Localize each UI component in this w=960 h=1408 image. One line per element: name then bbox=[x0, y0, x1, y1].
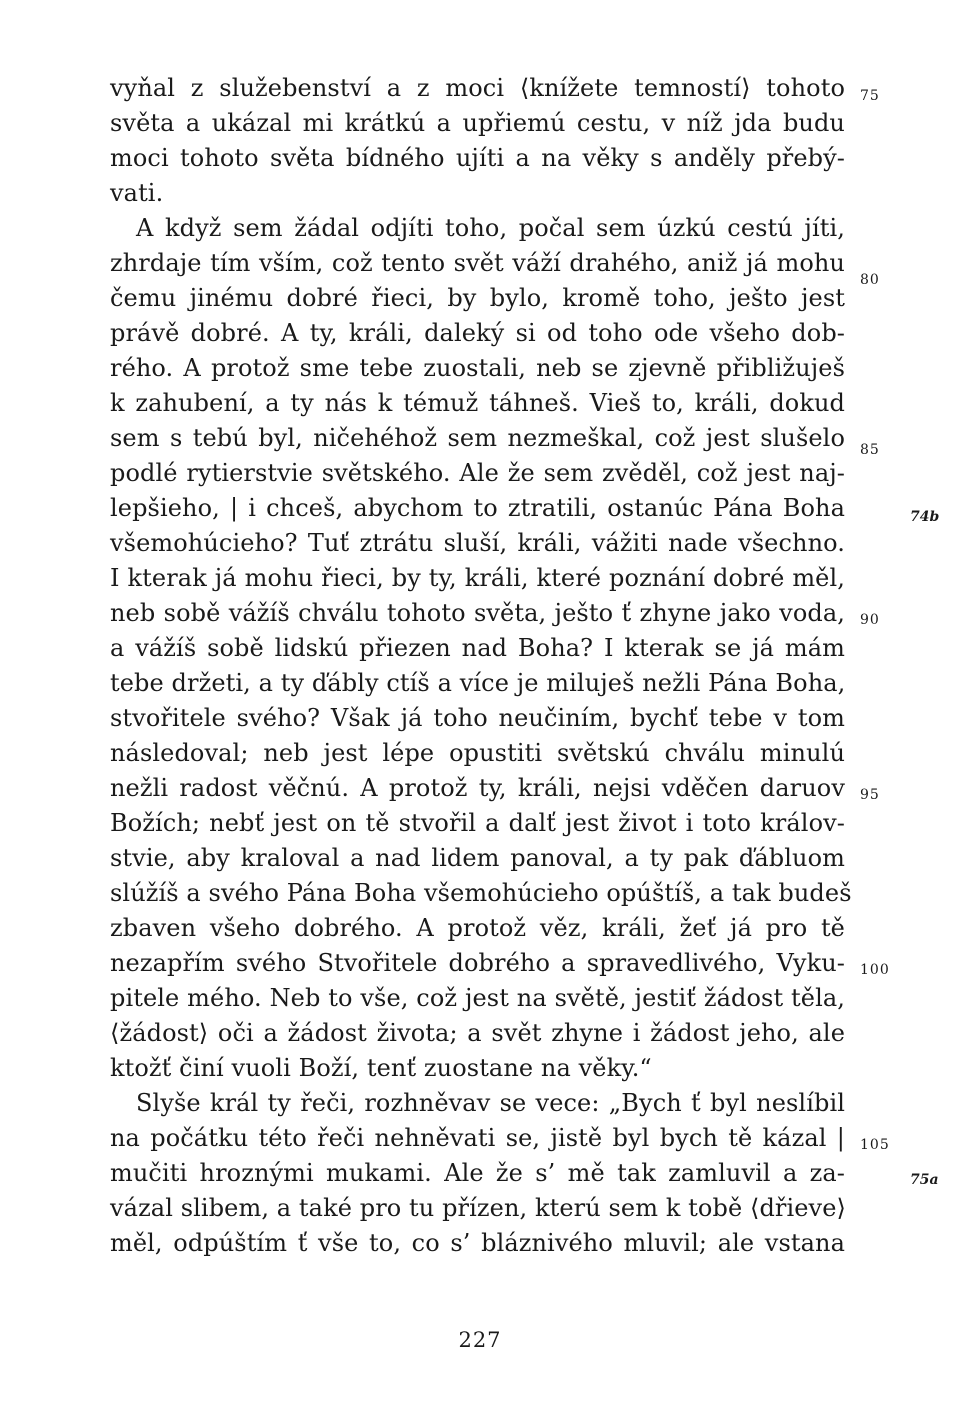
text-line: podlé rytierstvie světského. Ale že sem zvěděl, což jest naj- bbox=[110, 459, 845, 487]
text-line: vázal slibem, a také pro tu přízen, kterú sem k tobě ⟨dřieve⟩ bbox=[110, 1194, 846, 1222]
text-line: ktožť činí vuoli Boží, tenť zuostane na věky.“ bbox=[110, 1054, 652, 1082]
text-line: sem s tebú byl, ničehéhož sem nezmeškal, což jest slušelo bbox=[110, 424, 845, 452]
text-line: moci tohoto světa bídného ujíti a na věky s anděly přebý- bbox=[110, 144, 845, 172]
line-number: 90 bbox=[860, 612, 880, 628]
folio-reference: 74b bbox=[910, 509, 940, 525]
text-line: vyňal z služebenství a z moci ⟨knížete temností⟩ tohoto bbox=[110, 74, 845, 102]
text-line: následoval; neb jest lépe opustiti světskú chválu minulú bbox=[110, 739, 845, 767]
text-line: A když sem žádal odjíti toho, počal sem úzkú cestú jíti, bbox=[136, 214, 845, 242]
text-line: I kterak já mohu řieci, by ty, králi, které poznání dobré měl, bbox=[110, 564, 845, 592]
text-line: na počátku této řeči nehněvati se, jistě byl bych tě kázal | bbox=[110, 1124, 845, 1152]
line-number: 95 bbox=[860, 787, 880, 803]
line-number: 75 bbox=[860, 88, 880, 104]
line-number: 80 bbox=[860, 272, 880, 288]
text-line: vati. bbox=[110, 179, 164, 207]
text-line: a vážíš sobě lidskú přiezen nad Boha? I kterak se já mám bbox=[110, 634, 845, 662]
text-line: stvořitele svého? Však já toho neučiním, bychť tebe v tom bbox=[110, 704, 845, 732]
text-line: ⟨žádost⟩ oči a žádost života; a svět zhyne i žádost jeho, ale bbox=[110, 1019, 845, 1047]
text-line: tebe držeti, a ty ďábly ctíš a více je miluješ nežli Pána Boha, bbox=[110, 669, 846, 697]
text-line: právě dobré. A ty, králi, daleký si od toho ode všeho dob- bbox=[110, 319, 845, 347]
text-line: všemohúcieho? Tuť ztrátu sluší, králi, vážiti nade všechno. bbox=[110, 529, 845, 557]
text-line: mučiti hroznými mukami. Ale že s’ mě tak zamluvil a za- bbox=[110, 1159, 845, 1187]
line-number: 105 bbox=[860, 1137, 890, 1153]
text-line: k zahubení, a ty nás k témuž táhneš. Vieš to, králi, dokud bbox=[110, 389, 845, 417]
text-line: zbaven všeho dobrého. A protož věz, králi, žeť já pro tě bbox=[110, 914, 845, 942]
text-line: pitele mého. Neb to vše, což jest na světě, jestiť žádost těla, bbox=[110, 984, 845, 1012]
text-line: zhrdaje tím vším, což tento svět váží drahého, aniž já mohu bbox=[110, 249, 845, 277]
page-number: 227 bbox=[458, 1328, 502, 1352]
folio-reference: 75a bbox=[910, 1172, 939, 1188]
text-line: neb sobě vážíš chválu tohoto světa, ješto ť zhyne jako voda, bbox=[110, 599, 845, 627]
text-line: stvie, aby kraloval a nad lidem panoval, a ty pak ďábluom bbox=[110, 844, 845, 872]
line-number: 100 bbox=[860, 962, 890, 978]
text-line: Božích; nebť jest on tě stvořil a dalť jest život i toto králov- bbox=[110, 809, 845, 837]
text-line: lepšieho, | i chceš, abychom to ztratili, ostanúc Pána Boha bbox=[110, 494, 845, 522]
text-line: nezapřím svého Stvořitele dobrého a spravedlivého, Vyku- bbox=[110, 949, 845, 977]
text-line: čemu jinému dobré řieci, by bylo, kromě toho, ješto jest bbox=[110, 284, 845, 312]
text-line: nežli radost věčnú. A protož ty, králi, nejsi vděčen daruov bbox=[110, 774, 845, 802]
text-line: měl, odpúštím ť vše to, co s’ bláznivého mluvil; ale vstana bbox=[110, 1229, 845, 1257]
text-line: slúžíš a svého Pána Boha všemohúcieho opúštíš, a tak budeš bbox=[110, 879, 852, 907]
text-line: Slyše král ty řeči, rozhněvav se vece: „Bych ť byl neslíbil bbox=[136, 1089, 845, 1117]
text-line: rého. A protož sme tebe zuostali, neb se zjevně přibližuješ bbox=[110, 354, 845, 382]
line-number: 85 bbox=[860, 442, 880, 458]
text-line: světa a ukázal mi krátkú a upřiemú cestu, v níž jda budu bbox=[110, 109, 845, 137]
